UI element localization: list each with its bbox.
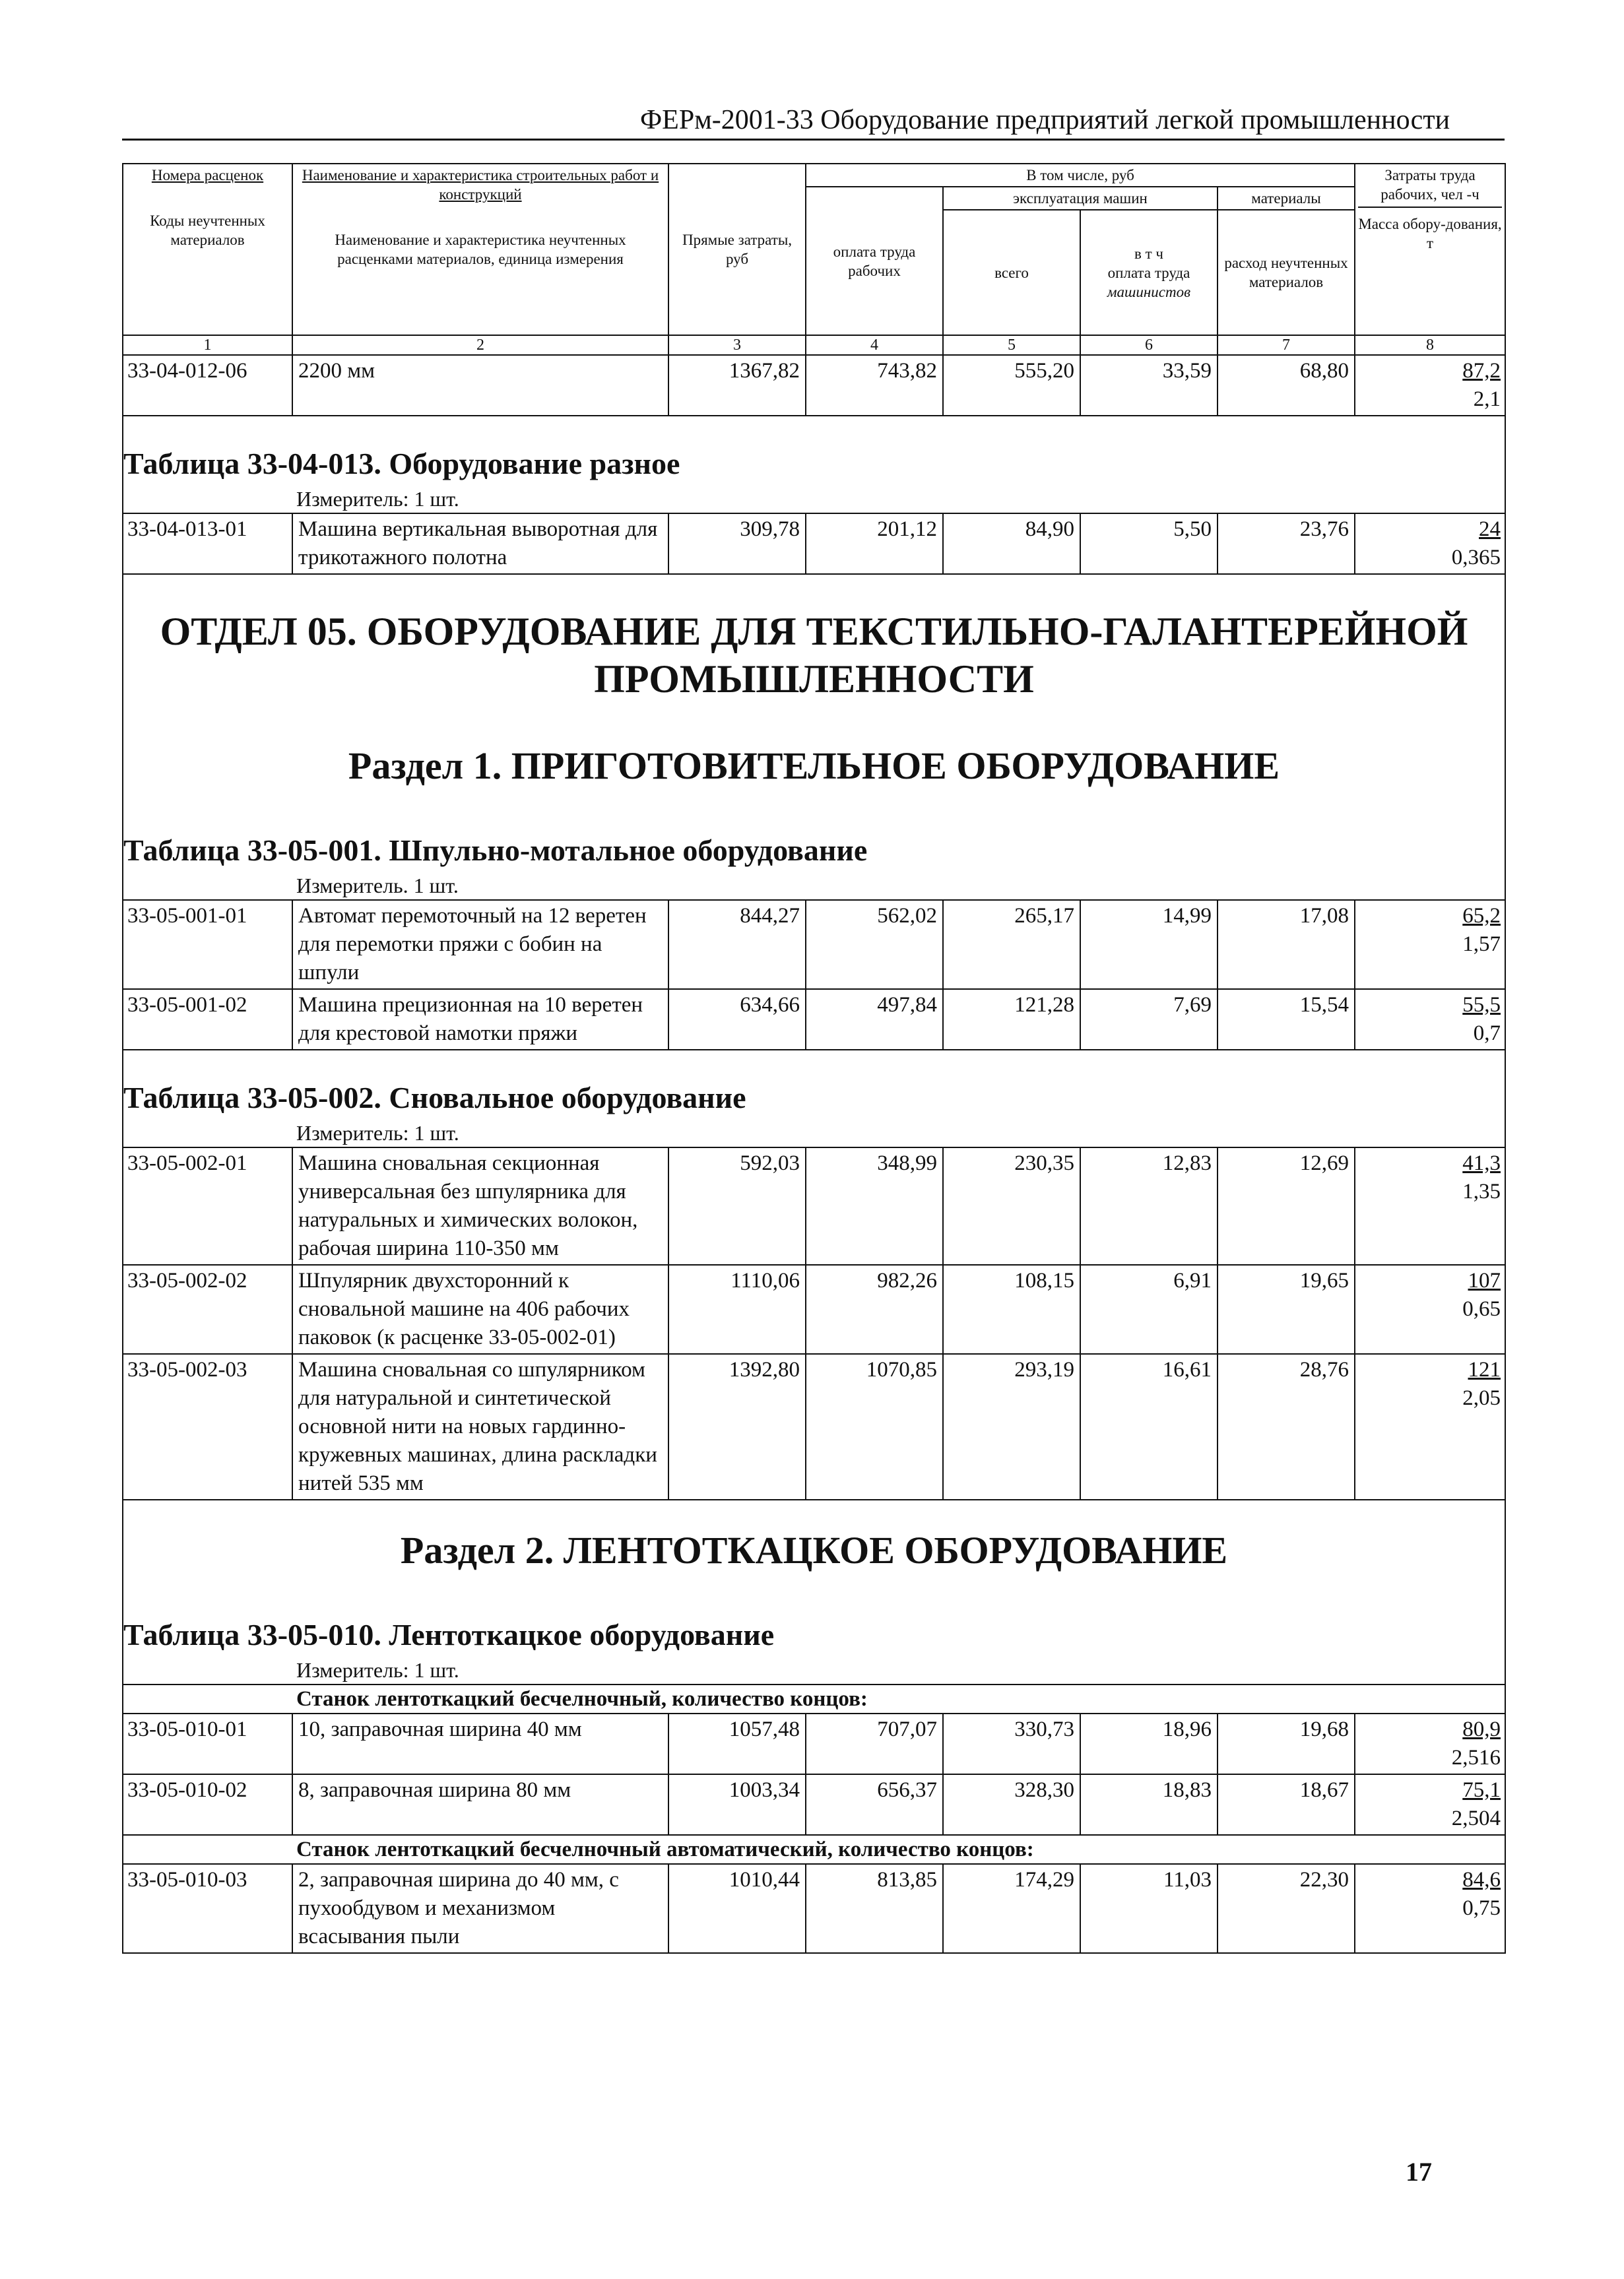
- col6-header: [1080, 210, 1218, 335]
- rate-code: 33-05-002-03: [123, 1354, 292, 1500]
- running-header: ФЕРм-2001-33 Оборудование предприятий легкой промышленности: [640, 105, 1450, 135]
- table-title: Таблица 33-05-010. Лентоткацкое оборудование: [123, 1588, 1505, 1656]
- labor-hours-mass: [1355, 513, 1505, 574]
- column-header-row: [123, 164, 1505, 187]
- equipment-mass: 2,05: [1462, 1386, 1501, 1410]
- rate-code: 33-05-001-02: [123, 989, 292, 1050]
- rates-sheet: [122, 163, 1505, 1954]
- direct-cost: 1057,48: [668, 1714, 806, 1774]
- labor-hours: 121: [1468, 1358, 1501, 1382]
- equipment-mass: 1,57: [1462, 932, 1501, 956]
- machines-header: эксплуатация машин: [943, 187, 1218, 210]
- materials-cost: 12,69: [1218, 1147, 1355, 1265]
- col-number: 5: [943, 335, 1080, 355]
- direct-cost: 309,78: [668, 513, 806, 574]
- materials-cost: 18,67: [1218, 1774, 1355, 1835]
- labor-hours-mass: [1355, 1774, 1505, 1835]
- equipment-subheading: Станок лентоткацкий бесчелночный автоматический, количество концов:: [123, 1835, 1505, 1864]
- direct-cost: 1010,44: [668, 1864, 806, 1953]
- rate-name: Машина сновальная со шпулярником для натуральной и синтетической основной нити на новых гардинно-кружевных машинах, длина раскладки нитей 535 мм: [292, 1354, 668, 1500]
- machines-cost: 328,30: [943, 1774, 1080, 1835]
- labor-hours: 75,1: [1462, 1778, 1501, 1802]
- rate-code: 33-05-002-01: [123, 1147, 292, 1265]
- col-number: 1: [123, 335, 292, 355]
- labor-hours-mass: [1355, 989, 1505, 1050]
- table-title-row: [123, 1588, 1505, 1656]
- rate-row: [123, 1774, 1505, 1835]
- labor-hours-mass: [1355, 900, 1505, 989]
- machines-cost: 293,19: [943, 1354, 1080, 1500]
- direct-cost: 844,27: [668, 900, 806, 989]
- equipment-mass: 0,65: [1462, 1297, 1501, 1321]
- labor-hours-mass: [1355, 1147, 1505, 1265]
- rate-row: [123, 1714, 1505, 1774]
- measure-row: [123, 872, 1505, 900]
- table-title: Таблица 33-04-013. Оборудование разное: [123, 416, 1505, 485]
- materials-cost: 15,54: [1218, 989, 1355, 1050]
- materials-cost: 17,08: [1218, 900, 1355, 989]
- rate-row: [123, 513, 1505, 574]
- page-number: 17: [1406, 2157, 1432, 2187]
- col2-header-top: Наименование и характеристика строительных работ и конструкций: [302, 167, 659, 203]
- direct-cost: 592,03: [668, 1147, 806, 1265]
- machines-cost: 121,28: [943, 989, 1080, 1050]
- rate-code: 33-05-001-01: [123, 900, 292, 989]
- machines-cost: 330,73: [943, 1714, 1080, 1774]
- department-heading: ОТДЕЛ 05. ОБОРУДОВАНИЕ ДЛЯ ТЕКСТИЛЬНО-ГАЛАНТЕРЕЙНОЙ ПРОМЫШЛЕННОСТИ: [123, 574, 1505, 716]
- rate-name: 2, заправочная ширина до 40 мм, с пухообдувом и механизмом всасывания пыли: [292, 1864, 668, 1953]
- table-title: Таблица 33-05-002. Сновальное оборудование: [123, 1050, 1505, 1119]
- machines-cost: 84,90: [943, 513, 1080, 574]
- group-header: В том числе, руб: [806, 164, 1355, 187]
- labor-cost: 743,82: [806, 355, 943, 416]
- operators-cost: 11,03: [1080, 1864, 1218, 1953]
- col-number: 6: [1080, 335, 1218, 355]
- table-title-row: [123, 416, 1505, 485]
- rate-code: 33-05-002-02: [123, 1265, 292, 1354]
- labor-cost: 348,99: [806, 1147, 943, 1265]
- direct-cost: 1110,06: [668, 1265, 806, 1354]
- col1-header: [123, 164, 292, 335]
- table-title-row: [123, 1050, 1505, 1119]
- header-rule: [122, 139, 1505, 141]
- equipment-mass: 1,35: [1462, 1180, 1501, 1204]
- rate-name: Шпулярник двухсторонний к сновальной машине на 406 рабочих паковок (к расценке 33-05-002-01): [292, 1265, 668, 1354]
- col5-header: всего: [943, 210, 1080, 335]
- measure-unit: Измеритель: 1 шт.: [123, 1656, 1505, 1685]
- measure-row: [123, 1656, 1505, 1685]
- labor-hours-mass: [1355, 355, 1505, 416]
- table-title: Таблица 33-05-001. Шпульно-мотальное оборудование: [123, 803, 1505, 872]
- col8-header-bottom: Масса обору-дования, т: [1358, 216, 1502, 251]
- direct-cost: 634,66: [668, 989, 806, 1050]
- measure-row: [123, 1119, 1505, 1147]
- col-number: 4: [806, 335, 943, 355]
- col6-header-c: машинистов: [1107, 283, 1191, 300]
- col3-header: Прямые затраты, руб: [668, 164, 806, 335]
- labor-cost: 707,07: [806, 1714, 943, 1774]
- rate-row: [123, 989, 1505, 1050]
- table-title-row: [123, 803, 1505, 872]
- materials-cost: 22,30: [1218, 1864, 1355, 1953]
- materials-cost: 28,76: [1218, 1354, 1355, 1500]
- col-number: 3: [668, 335, 806, 355]
- labor-hours: 24: [1479, 517, 1501, 541]
- rate-name: 8, заправочная ширина 80 мм: [292, 1774, 668, 1835]
- rate-row: [123, 1354, 1505, 1500]
- operators-cost: 33,59: [1080, 355, 1218, 416]
- col-number: 8: [1355, 335, 1505, 355]
- rate-name: Машина прецизионная на 10 веретен для крестовой намотки пряжи: [292, 989, 668, 1050]
- col-number: 7: [1218, 335, 1355, 355]
- machines-cost: 230,35: [943, 1147, 1080, 1265]
- col1-header-bottom: Коды неучтенных материалов: [150, 212, 265, 248]
- labor-hours: 107: [1468, 1269, 1501, 1293]
- operators-cost: 5,50: [1080, 513, 1218, 574]
- labor-hours: 87,2: [1462, 359, 1501, 383]
- labor-hours: 84,6: [1462, 1868, 1501, 1892]
- machines-cost: 555,20: [943, 355, 1080, 416]
- machines-cost: 174,29: [943, 1864, 1080, 1953]
- rate-name: Машина вертикальная выворотная для трикотажного полотна: [292, 513, 668, 574]
- materials-cost: 68,80: [1218, 355, 1355, 416]
- rate-code: 33-04-012-06: [123, 355, 292, 416]
- rate-code: 33-04-013-01: [123, 513, 292, 574]
- direct-cost: 1392,80: [668, 1354, 806, 1500]
- operators-cost: 7,69: [1080, 989, 1218, 1050]
- labor-cost: 656,37: [806, 1774, 943, 1835]
- col1-header-top: Номера расценок: [151, 167, 264, 183]
- direct-cost: 1367,82: [668, 355, 806, 416]
- col8-header-top: Затраты труда рабочих, чел -ч: [1358, 166, 1502, 208]
- equipment-mass: 0,365: [1451, 546, 1501, 569]
- col7-header: расход неучтенных материалов: [1218, 210, 1355, 335]
- section-heading: Раздел 1. ПРИГОТОВИТЕЛЬНОЕ ОБОРУДОВАНИЕ: [123, 716, 1505, 803]
- equipment-mass: 2,504: [1451, 1807, 1501, 1830]
- materials-cost: 19,68: [1218, 1714, 1355, 1774]
- labor-hours: 41,3: [1462, 1151, 1501, 1175]
- labor-hours-mass: [1355, 1864, 1505, 1953]
- materials-header: материалы: [1218, 187, 1355, 210]
- labor-hours: 80,9: [1462, 1717, 1501, 1741]
- col8-header: [1355, 164, 1505, 335]
- section-heading: Раздел 2. ЛЕНТОТКАЦКОЕ ОБОРУДОВАНИЕ: [123, 1500, 1505, 1588]
- subheading-row: [123, 1835, 1505, 1864]
- rate-code: 33-05-010-01: [123, 1714, 292, 1774]
- operators-cost: 12,83: [1080, 1147, 1218, 1265]
- subheading-row: [123, 1685, 1505, 1714]
- rate-name: Машина сновальная секционная универсальная без шпулярника для натуральных и химических волокон, рабочая ширина 110-350 мм: [292, 1147, 668, 1265]
- measure-unit: Измеритель: 1 шт.: [123, 1119, 1505, 1147]
- machines-cost: 108,15: [943, 1265, 1080, 1354]
- labor-hours: 55,5: [1462, 993, 1501, 1017]
- labor-cost: 497,84: [806, 989, 943, 1050]
- col6-header-a: в т ч: [1134, 245, 1163, 262]
- labor-hours: 65,2: [1462, 904, 1501, 928]
- labor-cost: 562,02: [806, 900, 943, 989]
- operators-cost: 16,61: [1080, 1354, 1218, 1500]
- materials-cost: 19,65: [1218, 1265, 1355, 1354]
- labor-cost: 813,85: [806, 1864, 943, 1953]
- col6-header-b: оплата труда: [1107, 264, 1190, 281]
- labor-hours-mass: [1355, 1354, 1505, 1500]
- operators-cost: 18,83: [1080, 1774, 1218, 1835]
- rate-name: 10, заправочная ширина 40 мм: [292, 1714, 668, 1774]
- labor-hours-mass: [1355, 1714, 1505, 1774]
- column-number-row: [123, 335, 1505, 355]
- col4-header: оплата труда рабочих: [806, 187, 943, 335]
- rate-row: [123, 1147, 1505, 1265]
- col-number: 2: [292, 335, 668, 355]
- col2-header: [292, 164, 668, 335]
- measure-unit: Измеритель. 1 шт.: [123, 872, 1505, 900]
- measure-row: [123, 485, 1505, 513]
- rate-name: 2200 мм: [292, 355, 668, 416]
- department-heading-row: [123, 574, 1505, 716]
- machines-cost: 265,17: [943, 900, 1080, 989]
- rate-row: [123, 1265, 1505, 1354]
- labor-cost: 201,12: [806, 513, 943, 574]
- direct-cost: 1003,34: [668, 1774, 806, 1835]
- col2-header-bottom: Наименование и характеристика неучтенных расценками материалов, единица измерения: [335, 232, 626, 267]
- section-heading-row: [123, 1500, 1505, 1588]
- equipment-mass: 2,1: [1473, 387, 1501, 411]
- operators-cost: 18,96: [1080, 1714, 1218, 1774]
- equipment-subheading: Станок лентоткацкий бесчелночный, количество концов:: [123, 1685, 1505, 1714]
- section-heading-row: [123, 716, 1505, 803]
- equipment-mass: 2,516: [1451, 1746, 1501, 1770]
- rate-row: [123, 1864, 1505, 1953]
- equipment-mass: 0,7: [1473, 1021, 1501, 1045]
- measure-unit: Измеритель: 1 шт.: [123, 485, 1505, 513]
- rate-name: Автомат перемоточный на 12 веретен для перемотки пряжи с бобин на шпули: [292, 900, 668, 989]
- equipment-mass: 0,75: [1462, 1896, 1501, 1920]
- rate-code: 33-05-010-03: [123, 1864, 292, 1953]
- materials-cost: 23,76: [1218, 513, 1355, 574]
- labor-hours-mass: [1355, 1265, 1505, 1354]
- rate-row: [123, 355, 1505, 416]
- rate-code: 33-05-010-02: [123, 1774, 292, 1835]
- operators-cost: 14,99: [1080, 900, 1218, 989]
- rate-row: [123, 900, 1505, 989]
- rates-table: [122, 163, 1506, 1954]
- labor-cost: 1070,85: [806, 1354, 943, 1500]
- operators-cost: 6,91: [1080, 1265, 1218, 1354]
- labor-cost: 982,26: [806, 1265, 943, 1354]
